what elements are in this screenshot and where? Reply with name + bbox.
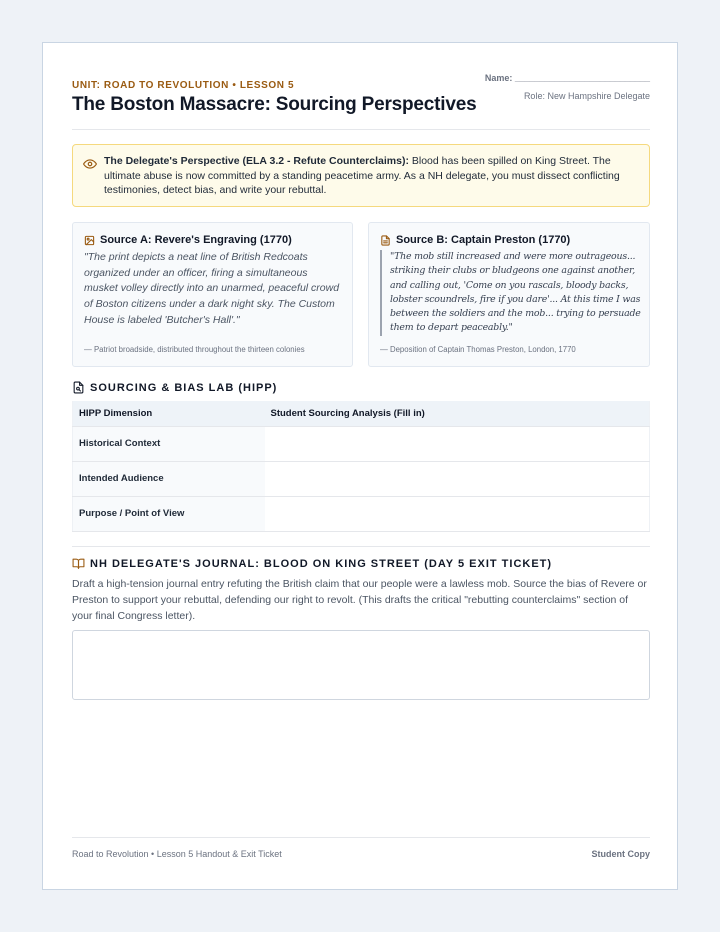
journal-section-heading bbox=[72, 557, 552, 570]
hipp-col-dimension: HIPP Dimension bbox=[73, 401, 265, 426]
delegate-perspective-callout bbox=[72, 144, 650, 207]
document-icon bbox=[380, 235, 391, 246]
source-b-quote: "The mob still increased and were more outrageous... striking their clubs or bludgeons one against another, and calling out, 'Come on you rascals, bloody backs, lobster scoundrels, fire if you dare'... At this time I was between the soldiers and the mob... trying to persuade them to depart peaceably." bbox=[380, 250, 642, 336]
journal-instructions: Draft a high-tension journal entry refuting the British claim that our people were a lawless mob. Source the bias of Revere or Preston to support your rebuttal, defending our right to revolt. (This drafts the critical "rebutting counterclaims" section of your final Congress letter). bbox=[72, 578, 647, 622]
source-b-citation: — Deposition of Captain Thomas Preston, London, 1770 bbox=[380, 345, 576, 354]
open-book-icon bbox=[72, 557, 85, 570]
unit-label: UNIT: ROAD TO REVOLUTION • LESSON 5 bbox=[72, 80, 295, 91]
footer-copy-label: Student Copy bbox=[591, 849, 650, 859]
callout-lead: The Delegate's Perspective (ELA 3.2 - Refute Counterclaims): bbox=[104, 155, 409, 167]
hipp-heading-text: SOURCING & BIAS LAB (HIPP) bbox=[90, 381, 278, 394]
journal-entry-textarea[interactable] bbox=[72, 630, 650, 700]
source-a-card bbox=[72, 222, 353, 367]
file-search-icon bbox=[72, 381, 85, 394]
name-field[interactable]: Name: ___________________________ bbox=[484, 73, 650, 83]
hipp-table bbox=[72, 401, 650, 532]
section-divider bbox=[72, 546, 650, 547]
source-a-quote: "The print depicts a neat line of British Redcoats organized under an officer, firing a simultaneous musket volley directly into an unarmed, peaceful crowd of Boston citizens under a dark night sky. The Custom House is labeled 'Butcher's Hall'." bbox=[84, 251, 340, 326]
table-row bbox=[73, 426, 650, 461]
footer-divider bbox=[72, 837, 650, 838]
source-b-header bbox=[380, 234, 570, 246]
header-divider bbox=[72, 129, 650, 130]
callout-body: Blood has been spilled on King Street. The ultimate abuse is now committed by a standing peacetime army. As a NH delegate, you must dissect conflicting testimonies, detect bias, and write your rebuttal. bbox=[104, 155, 620, 196]
source-a-header bbox=[84, 234, 292, 246]
source-b-title: Source B: Captain Preston (1770) bbox=[396, 234, 571, 246]
hipp-analysis-input[interactable] bbox=[265, 461, 650, 496]
image-icon bbox=[84, 235, 95, 246]
eye-icon bbox=[83, 157, 97, 171]
hipp-dimension-cell: Intended Audience bbox=[73, 461, 265, 496]
hipp-dimension-cell: Historical Context bbox=[73, 426, 265, 461]
journal-heading-text: NH DELEGATE'S JOURNAL: BLOOD ON KING STREET (DAY 5 EXIT TICKET) bbox=[90, 557, 553, 570]
source-a-title: Source A: Revere's Engraving (1770) bbox=[100, 234, 292, 246]
hipp-dimension-cell: Purpose / Point of View bbox=[73, 496, 265, 531]
table-row bbox=[73, 461, 650, 496]
source-b-card bbox=[368, 222, 650, 367]
page-title: The Boston Massacre: Sourcing Perspectives bbox=[72, 94, 477, 115]
source-a-citation: — Patriot broadside, distributed throughout the thirteen colonies bbox=[84, 345, 305, 354]
table-row bbox=[73, 496, 650, 531]
hipp-analysis-input[interactable] bbox=[265, 496, 650, 531]
handout-page bbox=[42, 42, 678, 890]
student-meta bbox=[485, 73, 650, 101]
hipp-section-heading bbox=[72, 381, 277, 394]
footer-lesson-label: Road to Revolution • Lesson 5 Handout & Exit Ticket bbox=[72, 849, 282, 859]
role-label: Role: New Hampshire Delegate bbox=[523, 91, 650, 101]
hipp-col-analysis: Student Sourcing Analysis (Fill in) bbox=[265, 401, 650, 426]
hipp-header-row bbox=[73, 401, 650, 426]
hipp-analysis-input[interactable] bbox=[265, 426, 650, 461]
